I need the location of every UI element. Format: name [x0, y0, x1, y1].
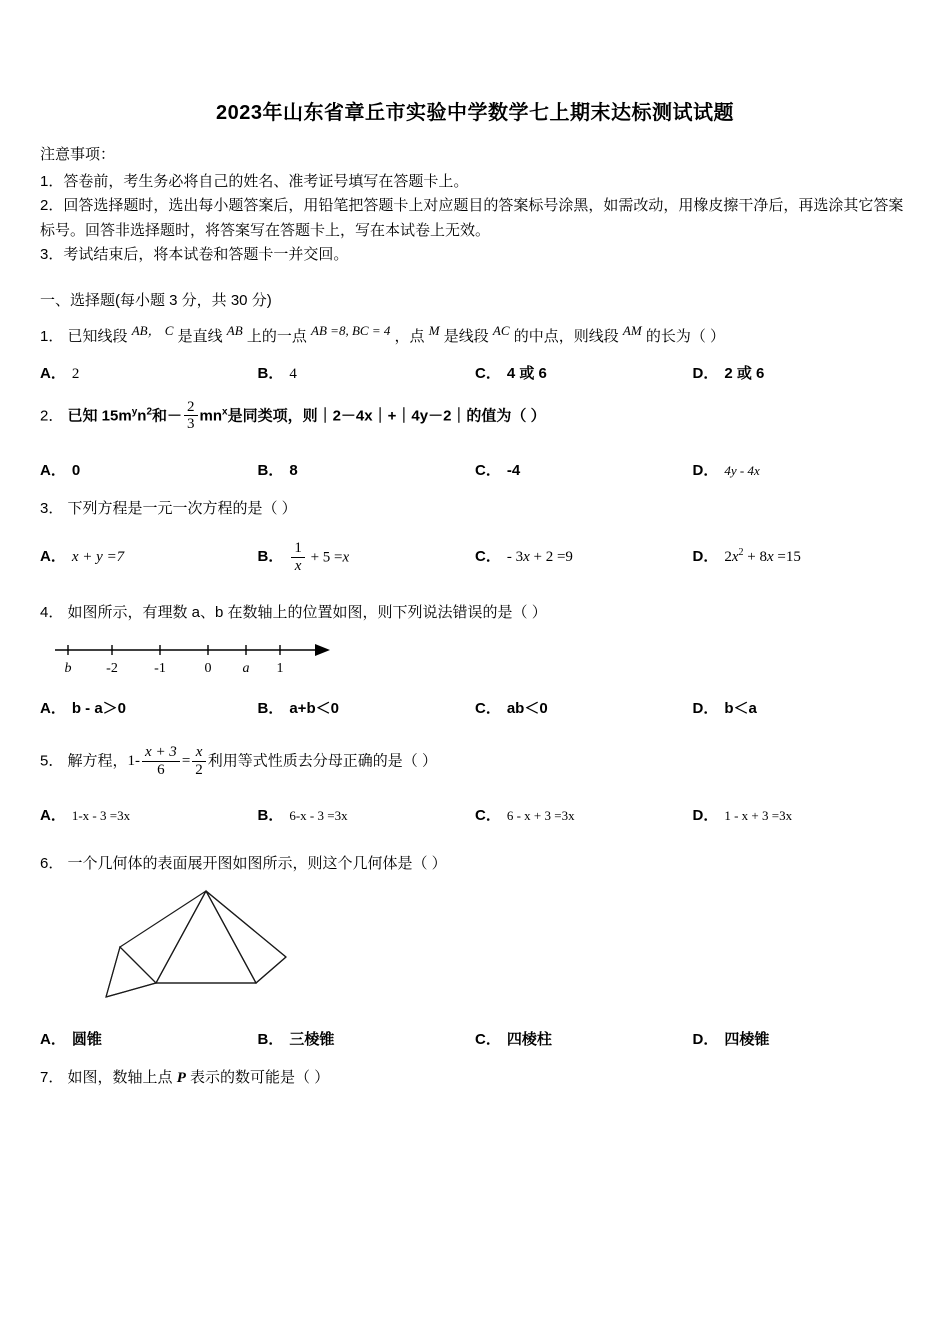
- question-1: [40, 320, 910, 350]
- question-2-options: [40, 459, 910, 480]
- question-5-option-a-text[interactable]: 1-x - 3 =3x: [71, 808, 131, 824]
- question-3-number: 3．: [40, 500, 64, 518]
- question-1-math-ac: AC: [492, 323, 510, 339]
- question-7-number: 7．: [40, 1068, 64, 1086]
- number-line-label-one: 1: [276, 660, 284, 676]
- question-6-text: 一个几何体的表面展开图如图所示，则这个几何体是（ ）: [67, 855, 447, 873]
- question-3-option-d-text[interactable]: $2x^2 + 8x =15$: [724, 547, 801, 566]
- question-4-option-b-text[interactable]: a+b＜0: [289, 699, 339, 717]
- number-line-label-b: b: [64, 660, 72, 676]
- question-1-option-d-text[interactable]: 2 或 6: [724, 364, 765, 382]
- question-4-option-d-letter: D．: [692, 699, 719, 717]
- question-2-text-post: 是同类项，则｜2－4x｜+｜4y－2｜的值为（ ）: [227, 407, 546, 425]
- net-of-solid-svg: [70, 885, 300, 1015]
- question-1-math-ab2: AB: [226, 323, 243, 339]
- notice-line-3: 3．考试结束后，将本试卷和答题卡一并交回。: [40, 245, 349, 263]
- question-5-option-d-letter: D．: [692, 807, 719, 825]
- question-2-sup-x: x: [222, 406, 228, 418]
- question-2-fraction-denominator: 3: [187, 416, 195, 433]
- question-2-option-c-letter: C．: [475, 462, 501, 480]
- question-5-number: 5．: [40, 752, 64, 770]
- question-7-text-pre: 如图，数轴上点: [67, 1068, 173, 1086]
- number-line-label-zero: 0: [204, 660, 212, 676]
- question-2-option-d-text[interactable]: 4y - 4x: [724, 463, 760, 479]
- question-2-option-c-text[interactable]: -4: [506, 462, 521, 480]
- question-2-text-mid3: mn: [199, 407, 223, 425]
- question-1-option-a-text[interactable]: 2: [71, 365, 80, 382]
- question-4-text: 如图所示，有理数 a、b 在数轴上的位置如图，则下列说法错误的是（ ）: [67, 604, 547, 622]
- number-line-figure: [50, 634, 910, 685]
- notice-heading: 注意事项：: [40, 146, 116, 163]
- question-5-option-c-letter: C．: [475, 807, 501, 825]
- question-1-option-b-letter: B．: [257, 364, 284, 382]
- question-1-number: 1．: [40, 328, 64, 346]
- question-3-option-c-text[interactable]: - 3x + 2 =9: [506, 549, 573, 566]
- notice-line-1: 1．答卷前，考生务必将自己的姓名、准考证号填写在答题卡上。: [40, 173, 469, 190]
- question-2-option-b-text[interactable]: 8: [289, 462, 298, 480]
- question-5-option-a-letter: A．: [40, 807, 66, 825]
- question-1-math-lengths: AB =8, BC = 4: [311, 323, 391, 339]
- question-5-option-c-text[interactable]: 6 - x + 3 =3x: [506, 808, 575, 824]
- question-1-math-am: AM: [622, 323, 642, 339]
- question-6-option-c-text[interactable]: 四棱柱: [506, 1030, 552, 1048]
- question-7-text-post: 表示的数可能是（ ）: [190, 1068, 330, 1086]
- question-5-fraction-1: [142, 744, 180, 779]
- number-line-label-a: a: [242, 660, 250, 676]
- question-2-option-d-letter: D．: [692, 462, 719, 480]
- question-2-text-pre: 已知 15m: [67, 407, 132, 425]
- question-1-option-d-letter: D．: [692, 364, 719, 382]
- question-1-option-c-text[interactable]: 4 或 6: [506, 364, 547, 382]
- question-3-option-b-letter: B．: [257, 548, 284, 566]
- question-7-math-p: P: [176, 1069, 186, 1086]
- question-1-math-ab: AB，: [131, 323, 161, 339]
- question-5-text-pre: 解方程，: [67, 752, 128, 770]
- question-5-fraction-1-denominator: 6: [157, 761, 165, 778]
- question-6-option-a-letter: A．: [40, 1030, 66, 1048]
- question-2-option-a-text[interactable]: 0: [71, 462, 81, 480]
- question-2-text-mid2: 和－: [152, 407, 183, 425]
- question-3: [40, 496, 910, 522]
- question-6-option-d-letter: D．: [692, 1030, 719, 1048]
- question-2-sup-2: 2: [146, 406, 153, 418]
- question-2: [40, 399, 910, 434]
- question-5-fraction-2: [192, 744, 206, 779]
- question-3-option-d-letter: D．: [692, 548, 719, 566]
- question-4-option-a-letter: A．: [40, 699, 66, 717]
- question-5-option-b-text[interactable]: 6-x - 3 =3x: [289, 808, 348, 824]
- question-2-fraction-numerator: 2: [184, 399, 198, 417]
- question-3-option-a-letter: A．: [40, 548, 66, 566]
- number-line-label-neg1: -1: [154, 660, 166, 676]
- question-4-number: 4．: [40, 604, 64, 622]
- question-2-number: 2．: [40, 407, 64, 425]
- question-1-option-c-letter: C．: [475, 364, 501, 382]
- question-2-sup-y: y: [131, 406, 138, 418]
- question-6-option-c-letter: C．: [475, 1030, 501, 1048]
- question-6-option-a-text[interactable]: 圆锥: [71, 1030, 102, 1048]
- question-4-option-b-letter: B．: [257, 699, 284, 717]
- question-2-fraction: [184, 399, 198, 434]
- question-6-number: 6．: [40, 855, 64, 873]
- question-5: [40, 744, 910, 779]
- question-5-option-d-text[interactable]: 1 - x + 3 =3x: [724, 808, 793, 824]
- question-5-option-b-letter: B．: [257, 807, 284, 825]
- paper-content: [40, 96, 910, 1095]
- section-heading: 一、选择题(每小题 3 分，共 30 分): [40, 292, 272, 310]
- question-5-fraction-1-numerator: x + 3: [142, 744, 180, 762]
- question-4-option-a-text[interactable]: b - a＞0: [71, 699, 127, 717]
- question-2-option-b-letter: B．: [257, 462, 284, 480]
- question-4-option-d-text[interactable]: b＜a: [724, 699, 757, 717]
- question-6-option-b-text[interactable]: 三棱锥: [289, 1030, 335, 1048]
- question-3-option-c-letter: C．: [475, 548, 501, 566]
- question-1-text-p3: 上的一点: [246, 328, 307, 346]
- question-6-option-d-text[interactable]: 四棱锥: [724, 1030, 770, 1048]
- question-5-fraction-2-denominator: 2: [195, 761, 203, 778]
- net-of-solid-figure: [70, 885, 910, 1020]
- question-1-math-c: C: [164, 323, 174, 339]
- page-title: 2023年山东省章丘市实验中学数学七上期末达标测试试题: [216, 102, 734, 124]
- question-2-option-a-letter: A．: [40, 462, 66, 480]
- question-1-options: [40, 362, 910, 383]
- question-3-text: 下列方程是一元一次方程的是（ ）: [67, 500, 297, 518]
- question-5-expression: 1- $\frac{x + 3}{6}$ = $\frac{x}{2}$: [128, 753, 208, 769]
- notice-line-2: 2．回答选择题时，选出每小题答案后，用铅笔把答题卡上对应题目的答案标号涂黑，如需改动，用橡皮擦干净后，再选涂其它答案标号。回答非选择题时，将答案写在答题卡上，写在本试卷上无效。: [40, 197, 904, 239]
- question-5-equals: =: [181, 753, 191, 770]
- question-1-text-p1: 已知线段: [67, 328, 128, 346]
- question-1-math-m: M: [428, 323, 440, 339]
- question-6-option-b-letter: B．: [257, 1030, 284, 1048]
- question-3-option-b-text[interactable]: $\frac{1}{x}$ + 5 =x: [289, 540, 349, 575]
- question-1-text-p6: 的中点，则线段: [513, 328, 619, 346]
- question-3-option-a-text[interactable]: x + y =7: [71, 549, 125, 566]
- question-6: [40, 851, 910, 877]
- question-5-options: [40, 804, 910, 825]
- question-4-option-c-text[interactable]: ab＜0: [506, 699, 548, 717]
- question-4: [40, 600, 910, 626]
- question-4-options: [40, 697, 910, 718]
- question-1-option-b-text[interactable]: 4: [289, 365, 297, 382]
- question-1-text-p2: 是直线: [177, 328, 223, 346]
- number-line-svg: [50, 634, 340, 680]
- question-1-option-a-letter: A．: [40, 364, 66, 382]
- question-5-fraction-2-numerator: x: [192, 744, 206, 762]
- question-3-options: [40, 540, 910, 575]
- question-1-text-p7: 的长为（ ）: [645, 328, 726, 346]
- question-5-text-post: 利用等式性质去分母正确的是（ ）: [207, 752, 437, 770]
- question-7: [40, 1065, 910, 1092]
- question-2-text-mid1: n: [137, 407, 147, 425]
- question-1-text-p4: ，点: [394, 328, 425, 346]
- question-4-option-c-letter: C．: [475, 699, 501, 717]
- number-line-label-neg2: -2: [106, 660, 118, 676]
- question-1-text-p5: 是线段: [443, 328, 489, 346]
- question-6-options: [40, 1028, 910, 1049]
